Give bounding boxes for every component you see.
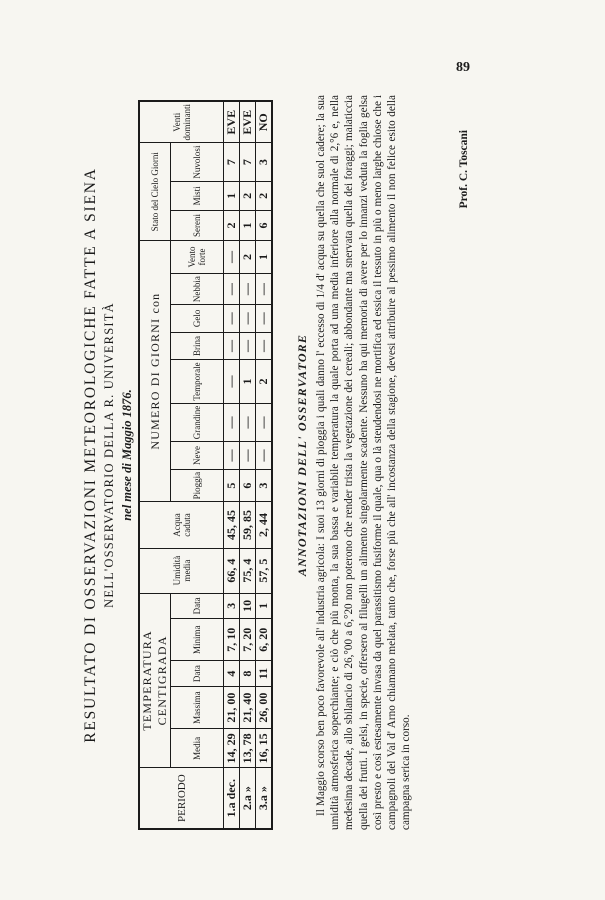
cell-data-1: 11: [256, 661, 273, 687]
cell-nuvolosi: 3: [256, 143, 273, 181]
cell-acqua: 2, 44: [256, 502, 273, 548]
cell-brina: —: [256, 332, 273, 360]
cell-temporale: 2: [256, 360, 273, 403]
cell-nebbia: —: [240, 274, 256, 305]
header-grandine: Grandine: [171, 403, 224, 442]
cell-nebbia: —: [256, 274, 273, 305]
header-sereni: Sereni: [171, 211, 224, 241]
cell-umidita: 75, 4: [240, 548, 256, 593]
cell-media: 14, 29: [224, 729, 240, 768]
header-massima: Massima: [171, 686, 224, 729]
header-temporale: Temporale: [171, 360, 224, 403]
rotated-content: [80, 60, 495, 860]
cell-gelo: —: [224, 305, 240, 333]
table-row: [256, 101, 273, 829]
page-number: 89: [456, 60, 470, 75]
month-line: nel mese di Maggio 1876.: [120, 389, 134, 521]
table-row: [224, 101, 240, 829]
header-data-1: Data: [171, 661, 224, 687]
annotations-text: Il Maggio scorso ben poco favorevole all' industria agricola: I suoi 13 giorni di pioggia i quali danno l' eccesso di 1/4 d' acqua su quella che suol cadere; la sua umidità atmosferica soperchiante; e ciò che più monta, la sua bassa e variabile temperatura la quale porta ad una media inferiore alla normale di 2,°6 e, nella medesima decade, allo sbilancio di 26,°00 a 6,°20 non poterono che render trista la vegetazione dei cereali; abbondante ma snervata quella dei foraggi; malaticcia quella dei frutti. I gelsi, in specie, offersero al filugelli un alimento singolarmente scadente. Nessuno ha qui memoria di avere per lo innanzi veduta la foglia gelsa così presto e così estesamente invasa da quel parassitismo fusiforme il quale, qua o là steudendosi ne mortifica ed essica il tessuto in più o meno larghe chiose che i campagnoli del Val d' Arno chiamano melata, tanto che, forse più che all' incostanza della stagione, devesi attribuire al pessimo alimento il non felice esito della campagna serica in corso.: [315, 95, 413, 830]
cell-neve: —: [256, 442, 273, 470]
header-minima: Minima: [171, 619, 224, 661]
cell-minima: 7, 10: [224, 619, 240, 661]
cell-neve: —: [240, 442, 256, 470]
header-periodo: PERIODO: [139, 768, 224, 829]
cell-data-2: 3: [224, 593, 240, 619]
document-title: RESULTATO DI OSSERVAZIONI METEOROLOGICHE FATTE A SIENA: [82, 167, 99, 743]
table-row: [240, 101, 256, 829]
header-temperatura: TEMPERATURA CENTIGRADA: [139, 593, 171, 768]
cell-pioggia: 6: [240, 469, 256, 502]
cell-acqua: 45, 45: [224, 502, 240, 548]
cell-data-1: 8: [240, 661, 256, 687]
annotations-title: ANNOTAZIONI DELL' OSSERVATORE: [295, 333, 309, 577]
cell-sereni: 1: [240, 211, 256, 241]
header-acqua: Acqua caduta: [139, 502, 224, 548]
cell-temporale: —: [224, 360, 240, 403]
cell-periodo: 2.a »: [240, 768, 256, 829]
header-pioggia: Pioggia: [171, 469, 224, 502]
cell-massima: 21, 40: [240, 686, 256, 729]
cell-venti: EVE: [240, 101, 256, 143]
header-vento-forte: Vento forte: [171, 240, 224, 273]
document-subtitle: NELL'OSSERVATORIO DELLA R. UNIVERSITÀ: [102, 302, 116, 608]
cell-massima: 21, 00: [224, 686, 240, 729]
cell-venti: NO: [256, 101, 273, 143]
header-media: Media: [171, 729, 224, 768]
cell-neve: —: [224, 442, 240, 470]
cell-grandine: —: [224, 403, 240, 442]
cell-sereni: 6: [256, 211, 273, 241]
cell-brina: —: [240, 332, 256, 360]
header-stato-cielo: Stato del Cielo Giorni: [139, 143, 171, 240]
header-brina: Brina: [171, 332, 224, 360]
table-header-row-2: [171, 101, 224, 829]
cell-misti: 2: [256, 181, 273, 210]
cell-vento-forte: —: [224, 240, 240, 273]
cell-venti: EVE: [224, 101, 240, 143]
cell-periodo: 1.a dec.: [224, 768, 240, 829]
cell-massima: 26, 00: [256, 686, 273, 729]
table-header-row-1: [139, 101, 171, 829]
observations-table: [138, 100, 273, 830]
header-neve: Neve: [171, 442, 224, 470]
cell-pioggia: 5: [224, 469, 240, 502]
cell-temporale: 1: [240, 360, 256, 403]
cell-data-2: 10: [240, 593, 256, 619]
cell-acqua: 59, 85: [240, 502, 256, 548]
header-venti: Venti dominanti: [139, 101, 224, 143]
cell-media: 13, 78: [240, 729, 256, 768]
cell-minima: 7, 20: [240, 619, 256, 661]
cell-brina: —: [224, 332, 240, 360]
cell-vento-forte: 1: [256, 240, 273, 273]
cell-nebbia: —: [224, 274, 240, 305]
cell-data-2: 1: [256, 593, 273, 619]
header-data-2: Data: [171, 593, 224, 619]
cell-pioggia: 3: [256, 469, 273, 502]
cell-sereni: 2: [224, 211, 240, 241]
signature: Prof. C. Toscani: [458, 130, 470, 209]
header-misti: Misti: [171, 181, 224, 210]
cell-data-1: 4: [224, 661, 240, 687]
cell-misti: 1: [224, 181, 240, 210]
cell-gelo: —: [240, 305, 256, 333]
header-nuvolosi: Nuvolosi: [171, 143, 224, 181]
cell-periodo: 3.a »: [256, 768, 273, 829]
cell-misti: 2: [240, 181, 256, 210]
cell-gelo: —: [256, 305, 273, 333]
header-gelo: Gelo: [171, 305, 224, 333]
cell-grandine: —: [240, 403, 256, 442]
cell-umidita: 66, 4: [224, 548, 240, 593]
cell-minima: 6, 20: [256, 619, 273, 661]
cell-vento-forte: 2: [240, 240, 256, 273]
cell-nuvolosi: 7: [224, 143, 240, 181]
header-umidita: Umidità media: [139, 548, 224, 593]
cell-nuvolosi: 7: [240, 143, 256, 181]
header-numero-giorni: NUMERO DI GIORNI con: [139, 240, 171, 501]
header-nebbia: Nebbia: [171, 274, 224, 305]
cell-media: 16, 15: [256, 729, 273, 768]
cell-umidita: 57, 5: [256, 548, 273, 593]
cell-grandine: —: [256, 403, 273, 442]
